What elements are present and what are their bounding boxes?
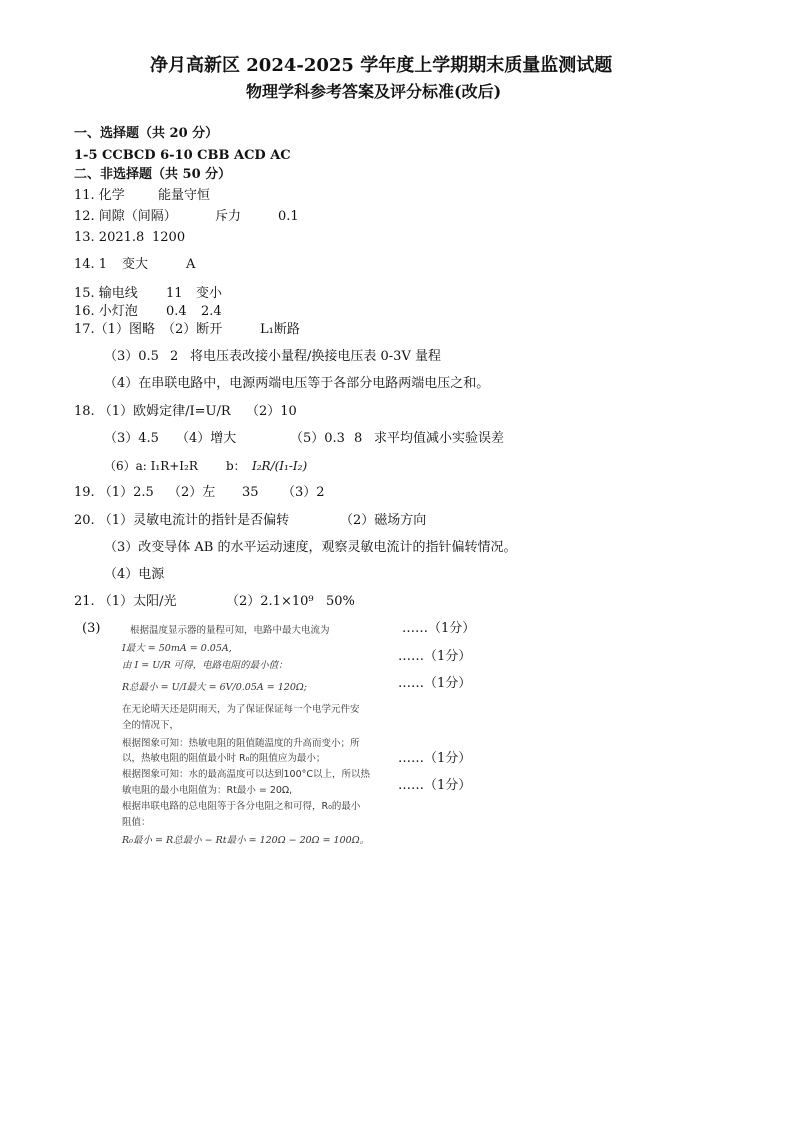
solution-line-3: 由 I = U/R 可得，电路电阻的最小值： — [122, 660, 288, 671]
q17-l1-b: （2）断开 — [162, 322, 223, 337]
q17-l3: （4）在串联电路中，电源两端电压等于各部分电路两端电压之和。 — [104, 376, 490, 391]
q21-part3-label: (3) — [82, 621, 101, 636]
solution-line-9: 根据图象可知：水的最高温度可以达到100°C以上，所以热 — [122, 769, 371, 780]
solution-line-13: R₀最小 = R总最小 − Rt最小 = 120Ω − 20Ω = 100Ω。 — [122, 835, 370, 846]
solution-line-4: R总最小 = U/I最大 = 6V/0.05A = 120Ω; — [122, 682, 307, 693]
q18-l1-b: （2）10 — [246, 404, 297, 419]
q11-num: 11. 化学 — [74, 188, 125, 203]
q17-l1-c: L₁断路 — [260, 322, 300, 337]
q16-a2: 0.4 — [166, 304, 187, 319]
q18-l3-b: b： — [226, 459, 246, 473]
q14-a3: A — [186, 257, 196, 272]
q21-l1-b: （2）2.1×10⁹ — [226, 594, 314, 609]
page-title: 净月高新区 2024-2025 学年度上学期期末质量监测试题 — [150, 55, 613, 76]
score-mark-4: ……（1分） — [398, 751, 472, 766]
solution-line-5: 在无论晴天还是阴雨天，为了保证保证每一个电学元件安 — [122, 704, 360, 715]
section2-header: 二、非选择题（共 50 分） — [74, 167, 232, 182]
q12-a2: 斥力 — [215, 209, 242, 224]
q20-l2: （3）改变导体 AB 的水平运动速度，观察灵敏电流计的指针偏转情况。 — [104, 540, 517, 555]
q20-l1-b: （2）磁场方向 — [340, 513, 427, 528]
q17-l1-a: 17.（1）图略 — [74, 322, 155, 337]
q15-a2: 11 — [166, 286, 183, 301]
q16-num: 16. 小灯泡 — [74, 304, 138, 319]
q15-a3: 变小 — [196, 286, 223, 301]
q13-num: 13. 2021.8 — [74, 230, 145, 245]
page-subtitle: 物理学科参考答案及评分标准(改后) — [246, 82, 502, 101]
q17-l2-b: 2 — [170, 349, 179, 364]
q20-l1-a: 20. （1）灵敏电流计的指针是否偏转 — [74, 513, 290, 528]
q20-l3: （4）电源 — [104, 567, 165, 582]
q19-d: （3）2 — [282, 485, 325, 500]
solution-line-6: 全的情况下， — [122, 720, 180, 731]
q12-num: 12. 间隙（间隔） — [74, 209, 177, 224]
q19-b: （2）左 — [168, 485, 216, 500]
q18-l3-c: I₂R/(I₁-I₂) — [252, 459, 308, 473]
q18-l2-e: 求平均值减小实验误差 — [374, 431, 505, 446]
q17-l2-c: 将电压表改接小量程/换接电压表 0-3V 量程 — [190, 349, 441, 364]
solution-line-2: I最大 = 50mA = 0.05A, — [122, 643, 232, 654]
q14-num: 14. 1 — [74, 257, 108, 272]
solution-line-11: 根据串联电路的总电阻等于各分电阻之和可得，R₀的最小 — [122, 801, 361, 812]
q21-l1-c: 50% — [326, 594, 355, 609]
q17-l2-a: （3）0.5 — [104, 349, 159, 364]
q21-l1-a: 21. （1）太阳/光 — [74, 594, 177, 609]
score-mark-5: ……（1分） — [398, 778, 472, 793]
q19-a: 19. （1）2.5 — [74, 485, 154, 500]
score-mark-3: ……（1分） — [398, 676, 472, 691]
q18-l2-c: （5）0.3 — [290, 431, 345, 446]
score-mark-2: ……（1分） — [398, 649, 472, 664]
solution-line-7: 根据图象可知：热敏电阻的阻值随温度的升高而变小；所 — [122, 738, 360, 749]
section1-header: 一、选择题（共 20 分） — [74, 126, 219, 141]
q12-a3: 0.1 — [278, 209, 299, 224]
solution-line-12: 阻值： — [122, 817, 151, 828]
q13-a2: 1200 — [152, 230, 186, 245]
solution-line-1: 根据温度显示器的量程可知，电路中最大电流为 — [130, 625, 330, 636]
q16-a3: 2.4 — [201, 304, 222, 319]
q18-l2-d: 8 — [354, 431, 363, 446]
q18-l2-a: （3）4.5 — [104, 431, 159, 446]
q15-num: 15. 输电线 — [74, 286, 138, 301]
q19-c: 35 — [242, 485, 259, 500]
q18-l3-a: （6）a: I₁R+I₂R — [104, 459, 198, 473]
q11-a2: 能量守恒 — [158, 188, 211, 203]
section1-answers: 1-5 CCBCD 6-10 CBB ACD AC — [74, 148, 291, 163]
q14-a2: 变大 — [122, 257, 149, 272]
q18-l1-a: 18. （1）欧姆定律/I=U/R — [74, 404, 231, 419]
q18-l2-b: （4）增大 — [176, 431, 237, 446]
solution-line-8: 以，热敏电阻的阻值最小时 R₀的阻值应为最小； — [122, 753, 326, 764]
solution-line-10: 敏电阻的最小电阻值为：Rt最小 = 20Ω, — [122, 785, 293, 796]
score-mark-1: ……（1分） — [402, 621, 476, 636]
